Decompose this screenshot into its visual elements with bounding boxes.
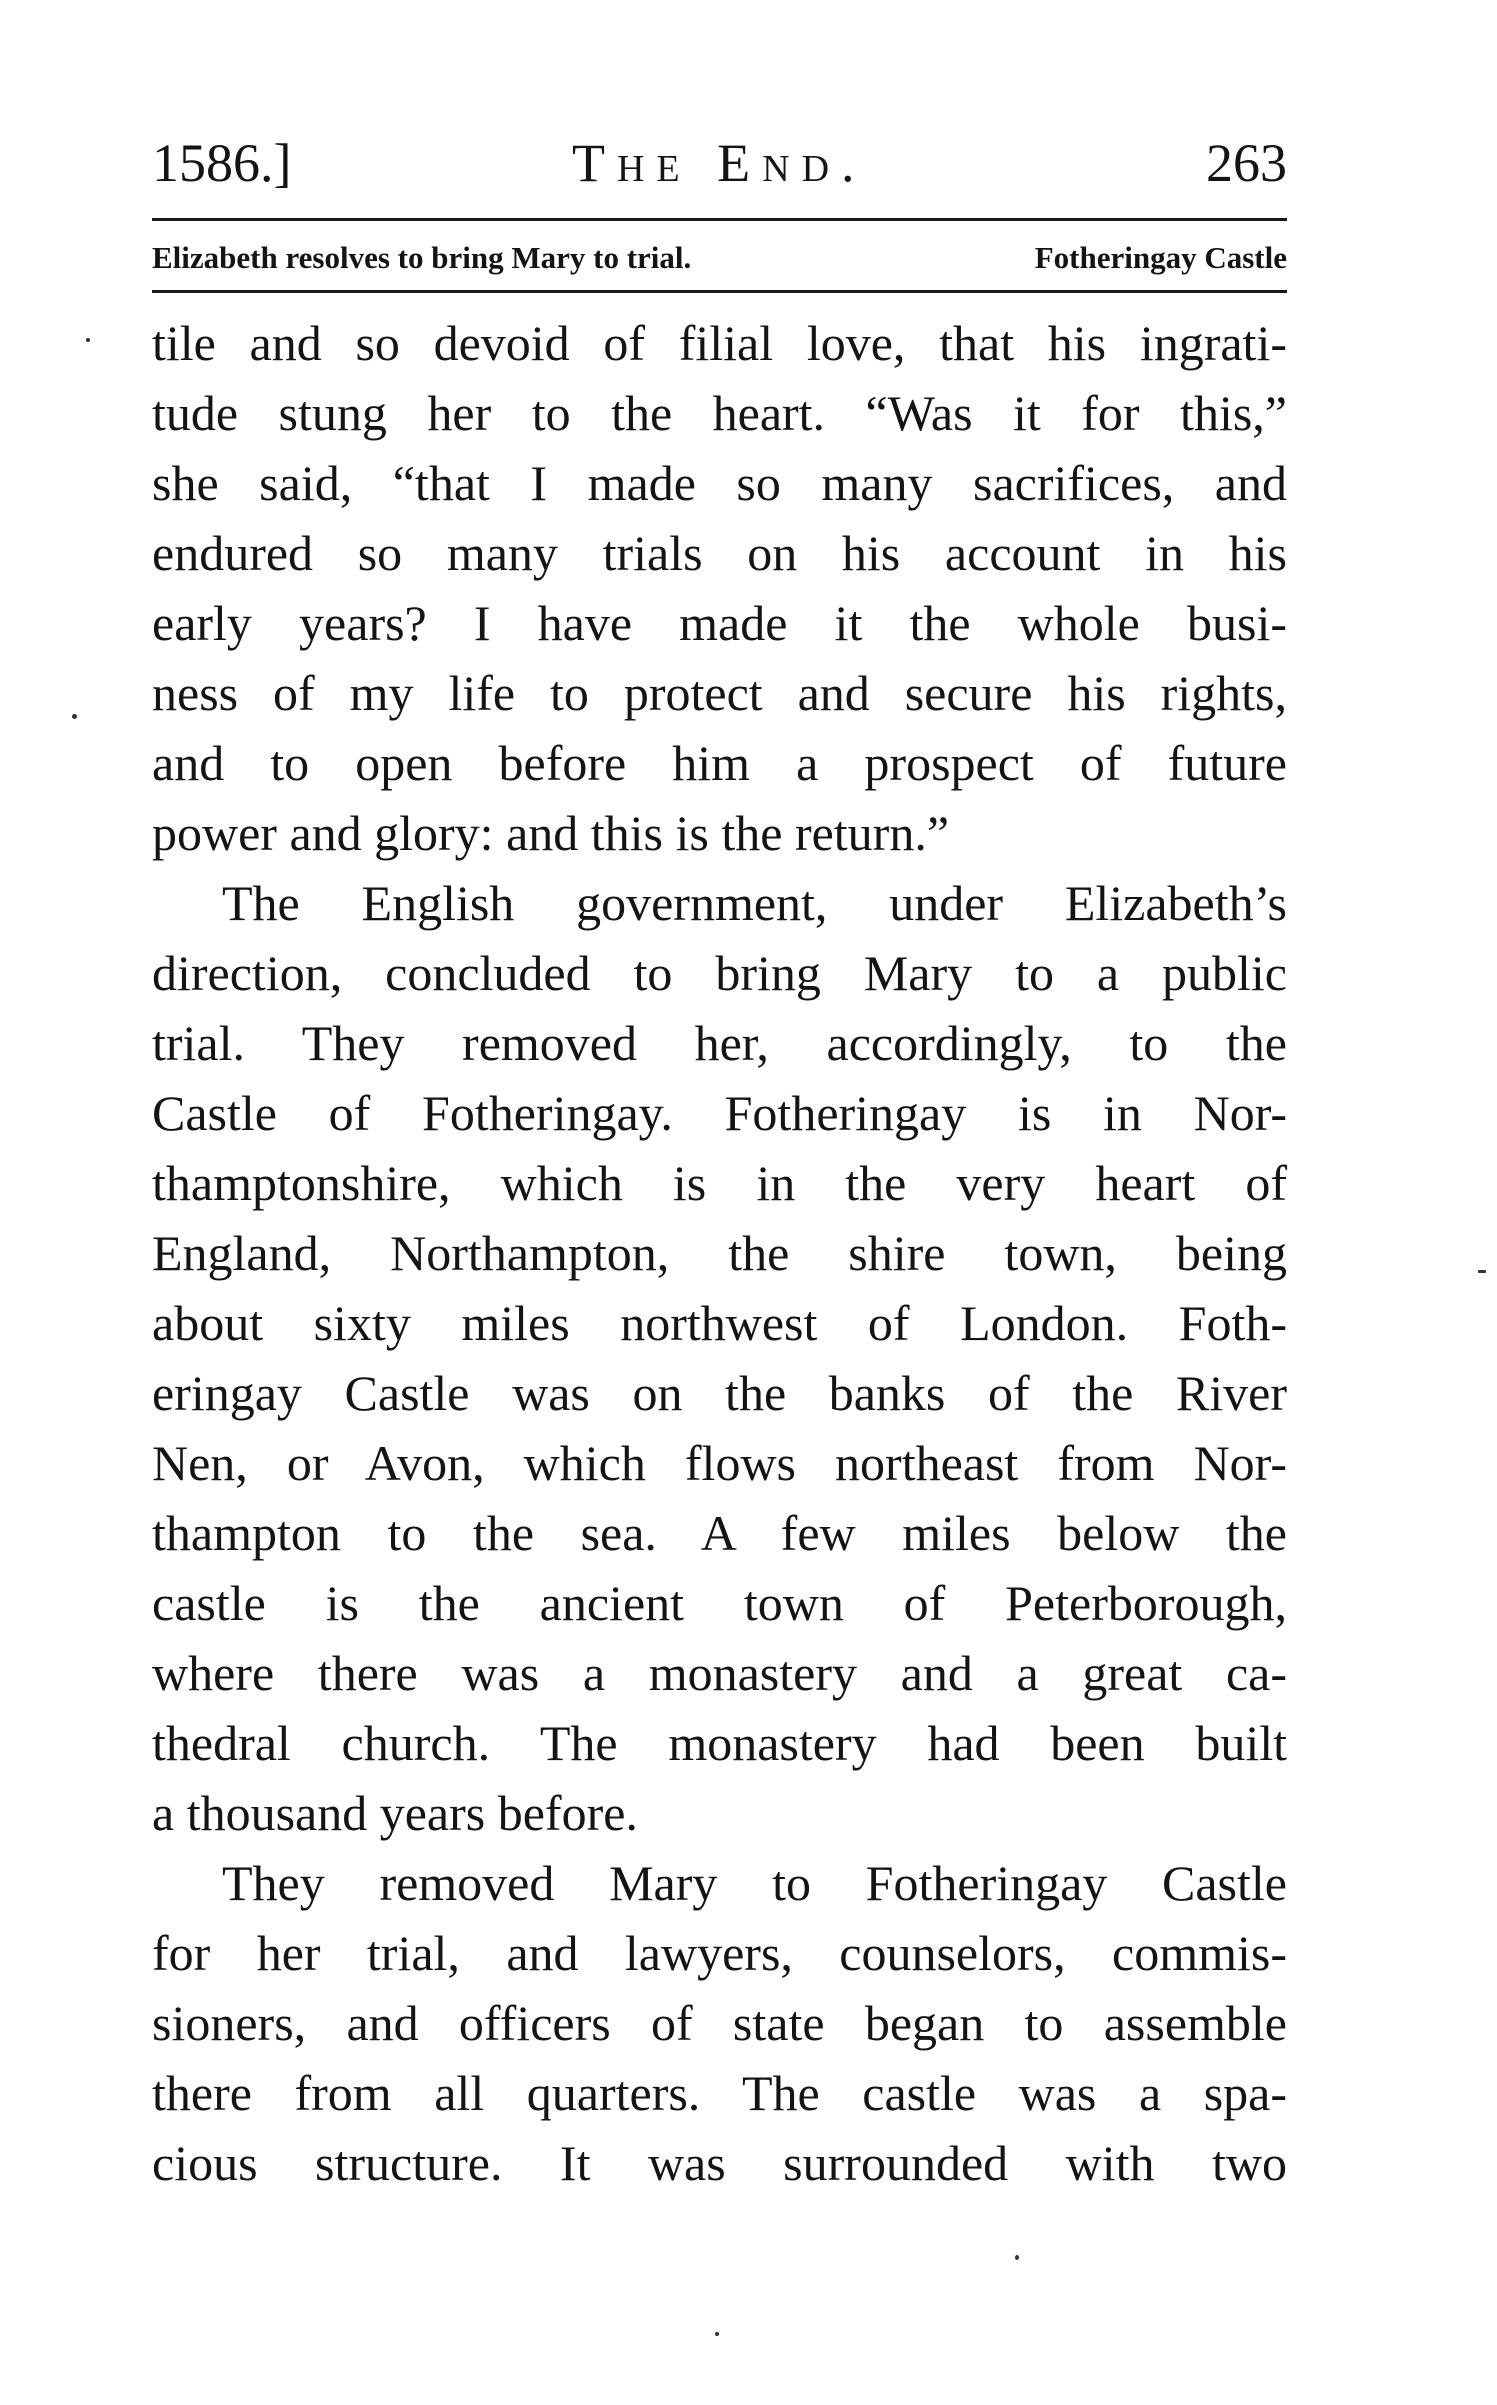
scan-speck (1015, 2255, 1019, 2260)
text-line: sioners, and officers of state began to assemble (152, 1995, 1287, 2051)
text-line: Castle of Fotheringay. Fotheringay is in Nor- (152, 1085, 1287, 1141)
text-line: The English government, under Elizabeth’s (222, 875, 1287, 931)
paragraph-1 (152, 308, 1287, 868)
text-line: tude stung her to the heart. “Was it for this,” (152, 385, 1287, 441)
page-number: 263 (1206, 133, 1287, 193)
text-line: ness of my life to protect and secure his rights, (152, 665, 1287, 721)
text-line: endured so many trials on his account in his (152, 525, 1287, 581)
text-line: there from all quarters. The castle was a spa- (152, 2065, 1287, 2121)
body-text (152, 308, 1287, 2198)
running-head (152, 128, 1287, 198)
text-line: trial. They removed her, accordingly, to the (152, 1015, 1287, 1071)
text-line: tile and so devoid of filial love, that his ingrati- (152, 315, 1287, 371)
text-line: for her trial, and lawyers, counselors, commis- (152, 1925, 1287, 1981)
scan-speck (72, 714, 77, 719)
paragraph-2 (152, 868, 1287, 1848)
text-line: where there was a monastery and a great ca- (152, 1645, 1287, 1701)
chapter-title: The End. (572, 133, 867, 193)
text-line: thampton to the sea. A few miles below the (152, 1505, 1287, 1561)
text-line: direction, concluded to bring Mary to a public (152, 945, 1287, 1001)
subheader-right: Fotheringay Castle (1034, 240, 1287, 275)
text-line: a thousand years before. (152, 1785, 638, 1841)
scan-speck (86, 338, 90, 342)
text-line: England, Northampton, the shire town, being (152, 1225, 1287, 1281)
subheader (152, 236, 1287, 280)
scan-speck (715, 2332, 719, 2336)
text-line: eringay Castle was on the banks of the River (152, 1365, 1287, 1421)
header-year: 1586.] (152, 133, 292, 193)
text-line: cious structure. It was surrounded with two (152, 2135, 1287, 2191)
text-line: early years? I have made it the whole busi- (152, 595, 1287, 651)
text-line: power and glory: and this is the return.” (152, 805, 950, 861)
text-line: thamptonshire, which is in the very heart of (152, 1155, 1287, 1211)
scan-speck (1478, 1270, 1486, 1273)
text-line: she said, “that I made so many sacrifices, and (152, 455, 1287, 511)
header-rule-top (152, 218, 1287, 221)
subheader-left: Elizabeth resolves to bring Mary to trial. (152, 240, 692, 275)
text-line: Nen, or Avon, which flows northeast from Nor- (152, 1435, 1287, 1491)
paragraph-3 (152, 1848, 1287, 2198)
text-line: castle is the ancient town of Peterborough, (152, 1575, 1287, 1631)
text-line: about sixty miles northwest of London. Foth- (152, 1295, 1287, 1351)
text-line: thedral church. The monastery had been built (152, 1715, 1287, 1771)
text-line: and to open before him a prospect of future (152, 735, 1287, 791)
header-rule-bottom (152, 290, 1287, 293)
text-line: They removed Mary to Fotheringay Castle (222, 1855, 1287, 1911)
